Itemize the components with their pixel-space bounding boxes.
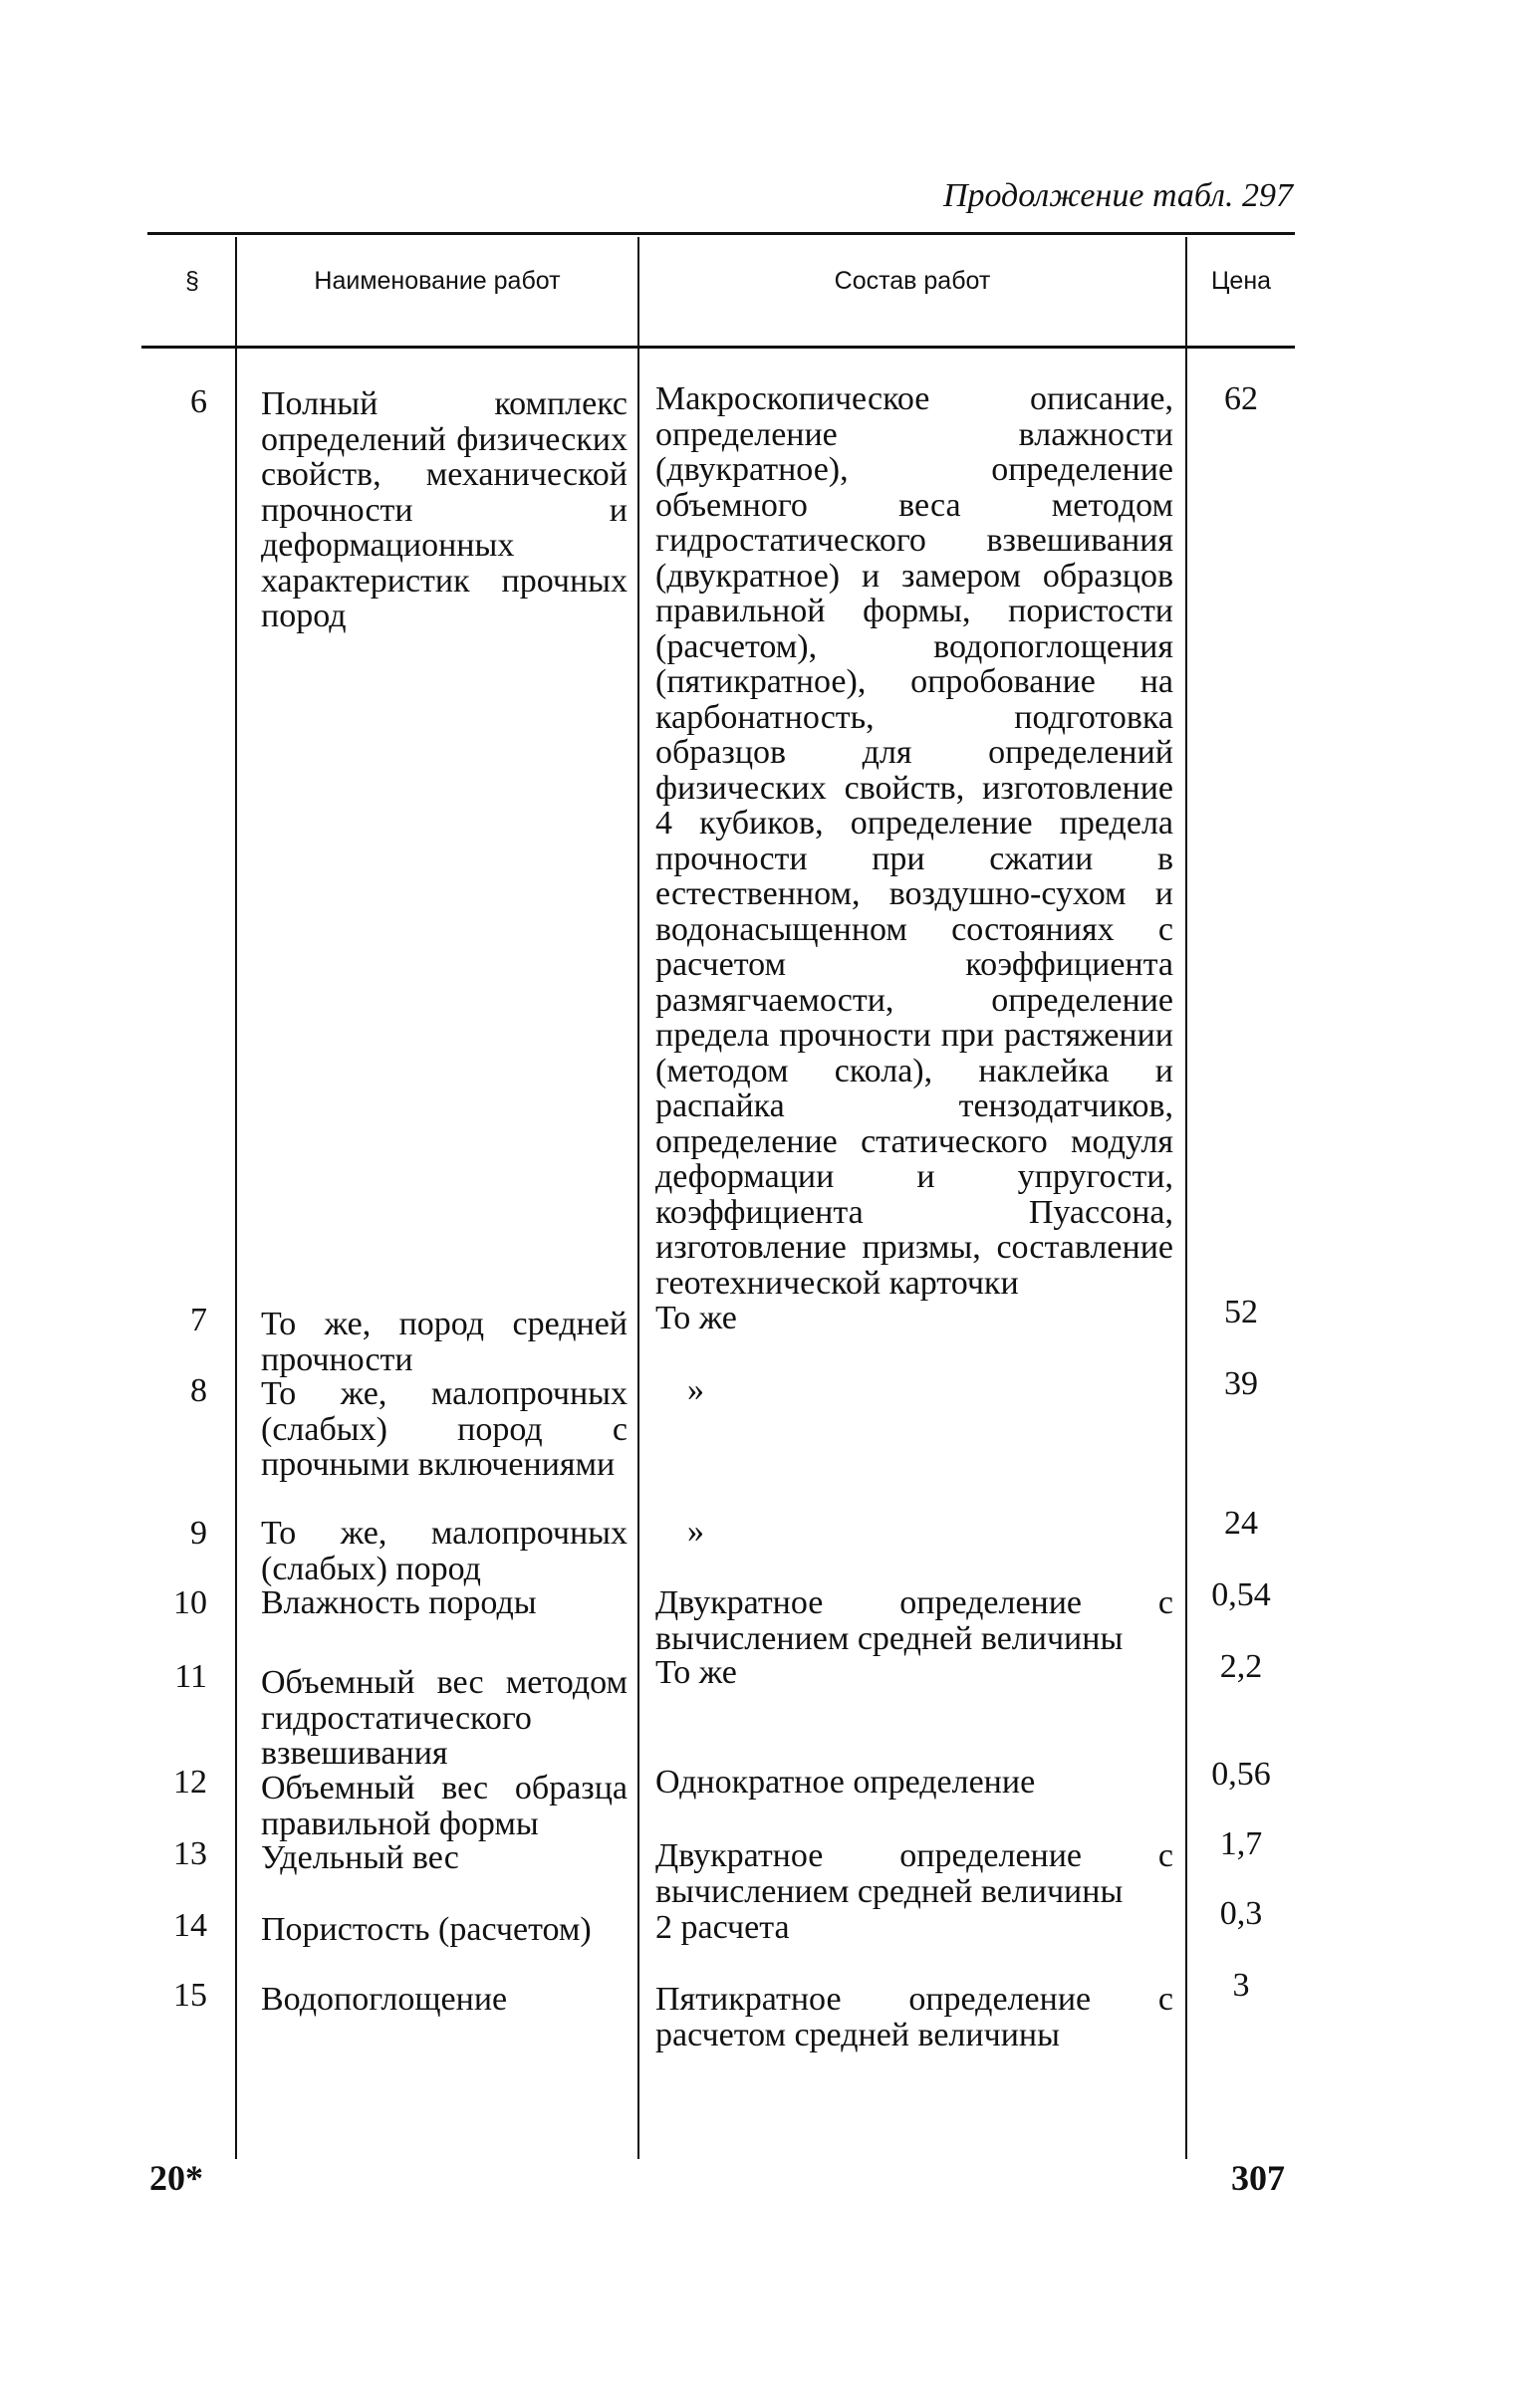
- row-composition: »: [687, 1371, 704, 1408]
- row-name: То же, пород средней прочности: [261, 1306, 628, 1378]
- row-composition: То же: [655, 1300, 737, 1336]
- row-composition: То же: [655, 1654, 737, 1691]
- row-price: 0,56: [1211, 1756, 1271, 1793]
- row-name: Объемный вес методом гидростатического взвешивания: [261, 1664, 628, 1772]
- row-price: 39: [1224, 1365, 1258, 1402]
- row-num: 14: [173, 1907, 207, 1944]
- row-price: 24: [1224, 1505, 1258, 1542]
- row-composition: 2 расчета: [655, 1909, 790, 1946]
- row-name: То же, малопрочных (слабых) пород с прочными включениями: [261, 1375, 628, 1483]
- header-composition: Состав работ: [834, 267, 991, 295]
- row-price: 2,2: [1219, 1648, 1263, 1685]
- row-name: Полный комплекс определений физических свойств, механической прочности и деформационных характеристик прочных пород: [261, 385, 628, 634]
- table-caption: Продолжение табл. 297: [942, 177, 1293, 214]
- row-price: 0,3: [1219, 1895, 1263, 1932]
- row-name: То же, малопрочных (слабых) пород: [261, 1515, 628, 1587]
- row-num: 8: [190, 1372, 207, 1409]
- header-price: Цена: [1210, 267, 1272, 295]
- row-composition: Пятикратное определение с расчетом средней величины: [655, 1981, 1173, 2053]
- row-price: 52: [1224, 1294, 1258, 1330]
- row-price: 0,54: [1211, 1576, 1271, 1613]
- page-number: 307: [1231, 2158, 1285, 2198]
- header-section: §: [185, 267, 199, 295]
- column-divider-2: [637, 237, 639, 2159]
- row-name: Влажность породы: [261, 1584, 537, 1621]
- row-name: Пористость (расчетом): [261, 1911, 592, 1948]
- footer-signature-mark: 20*: [149, 2158, 203, 2198]
- header-bottom-rule: [141, 346, 1295, 349]
- row-num: 11: [174, 1658, 207, 1695]
- row-composition: Двукратное определение с вычислением средней величины: [655, 1837, 1173, 1910]
- row-num: 12: [173, 1764, 207, 1801]
- row-price: 1,7: [1219, 1825, 1263, 1862]
- row-num: 15: [173, 1977, 207, 2014]
- column-divider-1: [235, 237, 237, 2159]
- row-price: 3: [1232, 1967, 1250, 2004]
- row-composition: »: [687, 1513, 704, 1550]
- row-price: 62: [1224, 380, 1258, 417]
- row-composition: Однократное определение: [655, 1764, 1036, 1801]
- row-num: 6: [190, 383, 207, 420]
- row-num: 13: [173, 1835, 207, 1872]
- row-num: 9: [190, 1515, 207, 1552]
- table-top-rule: [147, 232, 1295, 235]
- row-composition: Макроскопическое описание, определение влажности (двукратное), определение объемного веса методом гидростатического взвешивания (двукратное) и замером образцов правильной формы, пористости (расчетом), водопоглощения (пятикратное), опробование на карбонатность, подготовка образцов для определений физических свойств, изготовление 4 кубиков, определение предела прочности при сжатии в естественном, воздушно-сухом и водонасыщенном состояниях с расчетом коэффициента размягчаемости, определение предела прочности при растяжении (методом скола), наклейка и распайка тензодатчиков, определение статического модуля деформации и упругости, коэффициента Пуассона, изготовление призмы, составление геотехнической карточки: [655, 380, 1173, 1302]
- row-name: Удельный вес: [261, 1839, 459, 1876]
- row-composition: Двукратное определение с вычислением средней величины: [655, 1584, 1173, 1657]
- row-num: 10: [173, 1584, 207, 1621]
- row-num: 7: [190, 1302, 207, 1338]
- row-name: Водопоглощение: [261, 1981, 508, 2018]
- row-name: Объемный вес образца правильной формы: [261, 1770, 628, 1842]
- header-name: Наименование работ: [314, 267, 561, 295]
- column-divider-3: [1185, 237, 1187, 2159]
